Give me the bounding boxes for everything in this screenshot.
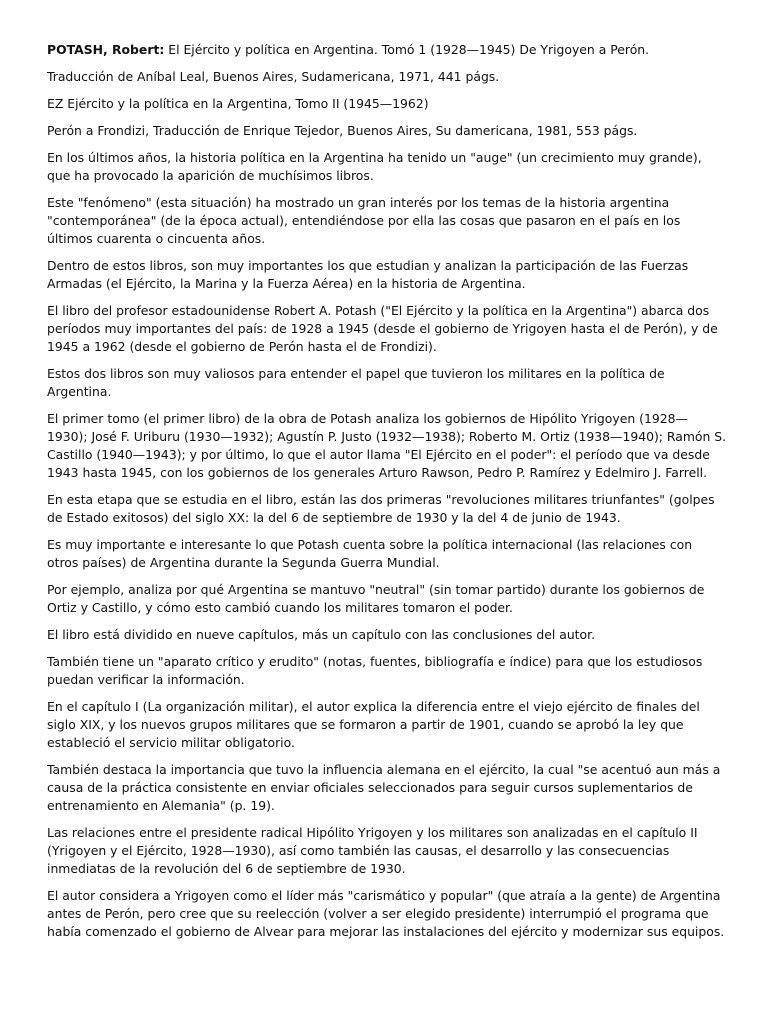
paragraph: También destaca la importancia que tuvo la influencia alemana en el ejército, la cual "se acentuó aun más a causa de la práctica consistente en enviar oficiales seleccionados para seguir cursos suplementarios de entrenamiento en Alemania" (p. 19).	[47, 762, 721, 813]
paragraph: El primer tomo (el primer libro) de la obra de Potash analiza los gobiernos de Hipólito Yrigoyen (1928—1930); José F. Uriburu (1930—1932); Agustín P. Justo (1932—1938); Roberto M. Ortiz (1938—1940); Ramón S. Castillo (1940—1943); y por último, lo que el autor llama "El Ejército en el poder": el período que va desde 1943 hasta 1945, con los gobiernos de los generales Arturo Rawson, Pedro P. Ramírez y Edelmiro J. Farrell.	[47, 411, 727, 480]
paragraph: También tiene un "aparato crítico y erudito" (notas, fuentes, bibliografía e índice) para que los estudiosos puedan verificar la información.	[47, 654, 703, 687]
paragraph-translation-1: Traducción de Aníbal Leal, Buenos Aires, Sudamericana, 1971, 441 págs.	[47, 69, 500, 84]
paragraph-translation-2: Perón a Frondizi, Traducción de Enrique Tejedor, Buenos Aires, Su damericana, 1981, 553 págs.	[47, 123, 638, 138]
paragraph-volume-2-title: EZ Ejército y la política en la Argentina, Tomo II (1945—1962)	[47, 96, 429, 111]
paragraph: En el capítulo I (La organización militar), el autor explica la diferencia entre el viejo ejército de finales del siglo XIX, y los nuevos grupos militares que se formaron a partir de 1901, cuando se aprobó la ley que estableció el servicio militar obligatorio.	[47, 699, 700, 750]
document-page	[47, 41, 727, 950]
paragraph: Por ejemplo, analiza por qué Argentina se mantuvo "neutral" (sin tomar partido) durante los gobiernos de Ortiz y Castillo, y cómo esto cambió cuando los militares tomaron el poder.	[47, 582, 705, 615]
paragraph: Este "fenómeno" (esta situación) ha mostrado un gran interés por los temas de la historia argentina "contemporánea" (de la época actual), entendiéndose por ella las cosas que pasaron en el país en los últimos cuarenta o cincuenta años.	[47, 195, 681, 246]
paragraph: Estos dos libros son muy valiosos para entender el papel que tuvieron los militares en la política de Argentina.	[47, 366, 665, 399]
paragraph: El libro está dividido en nueve capítulos, más un capítulo con las conclusiones del autor.	[47, 627, 596, 642]
paragraph: En los últimos años, la historia política en la Argentina ha tenido un "auge" (un crecimiento muy grande), que ha provocado la aparición de muchísimos libros.	[47, 150, 702, 183]
paragraph: El autor considera a Yrigoyen como el líder más "carismático y popular" (que atraía a la gente) de Argentina antes de Perón, pero cree que su reelección (volver a ser elegido presidente) interrumpió el programa que había comenzado el gobierno de Alvear para mejorar las instalaciones del ejército y modernizar sus equipos.	[47, 888, 725, 939]
book-title: El Ejército y política en Argentina. Tomó 1 (1928—1945) De Yrigoyen a Perón.	[164, 42, 650, 57]
paragraph: Las relaciones entre el presidente radical Hipólito Yrigoyen y los militares son analizadas en el capítulo II (Yrigoyen y el Ejército, 1928—1930), así como también las causas, el desarrollo y las consecuencias inmediatas de la revolución del 6 de septiembre de 1930.	[47, 825, 698, 876]
document-heading	[47, 41, 727, 59]
paragraph: Es muy importante e interesante lo que Potash cuenta sobre la política internacional (las relaciones con otros países) de Argentina durante la Segunda Guerra Mundial.	[47, 537, 693, 570]
paragraph: El libro del profesor estadounidense Robert A. Potash ("El Ejército y la política en la Argentina") abarca dos períodos muy importantes del país: de 1928 a 1945 (desde el gobierno de Yrigoyen hasta el de Perón), y de 1945 a 1962 (desde el gobierno de Perón hasta el de Frondizi).	[47, 303, 718, 354]
author-name: POTASH, Robert:	[47, 42, 165, 57]
paragraph: Dentro de estos libros, son muy importantes los que estudian y analizan la participación de las Fuerzas Armadas (el Ejército, la Marina y la Fuerza Aérea) en la historia de Argentina.	[47, 258, 689, 291]
paragraph: En esta etapa que se estudia en el libro, están las dos primeras "revoluciones militares triunfantes" (golpes de Estado exitosos) del siglo XX: la del 6 de septiembre de 1930 y la del 4 de junio de 1943.	[47, 492, 715, 525]
